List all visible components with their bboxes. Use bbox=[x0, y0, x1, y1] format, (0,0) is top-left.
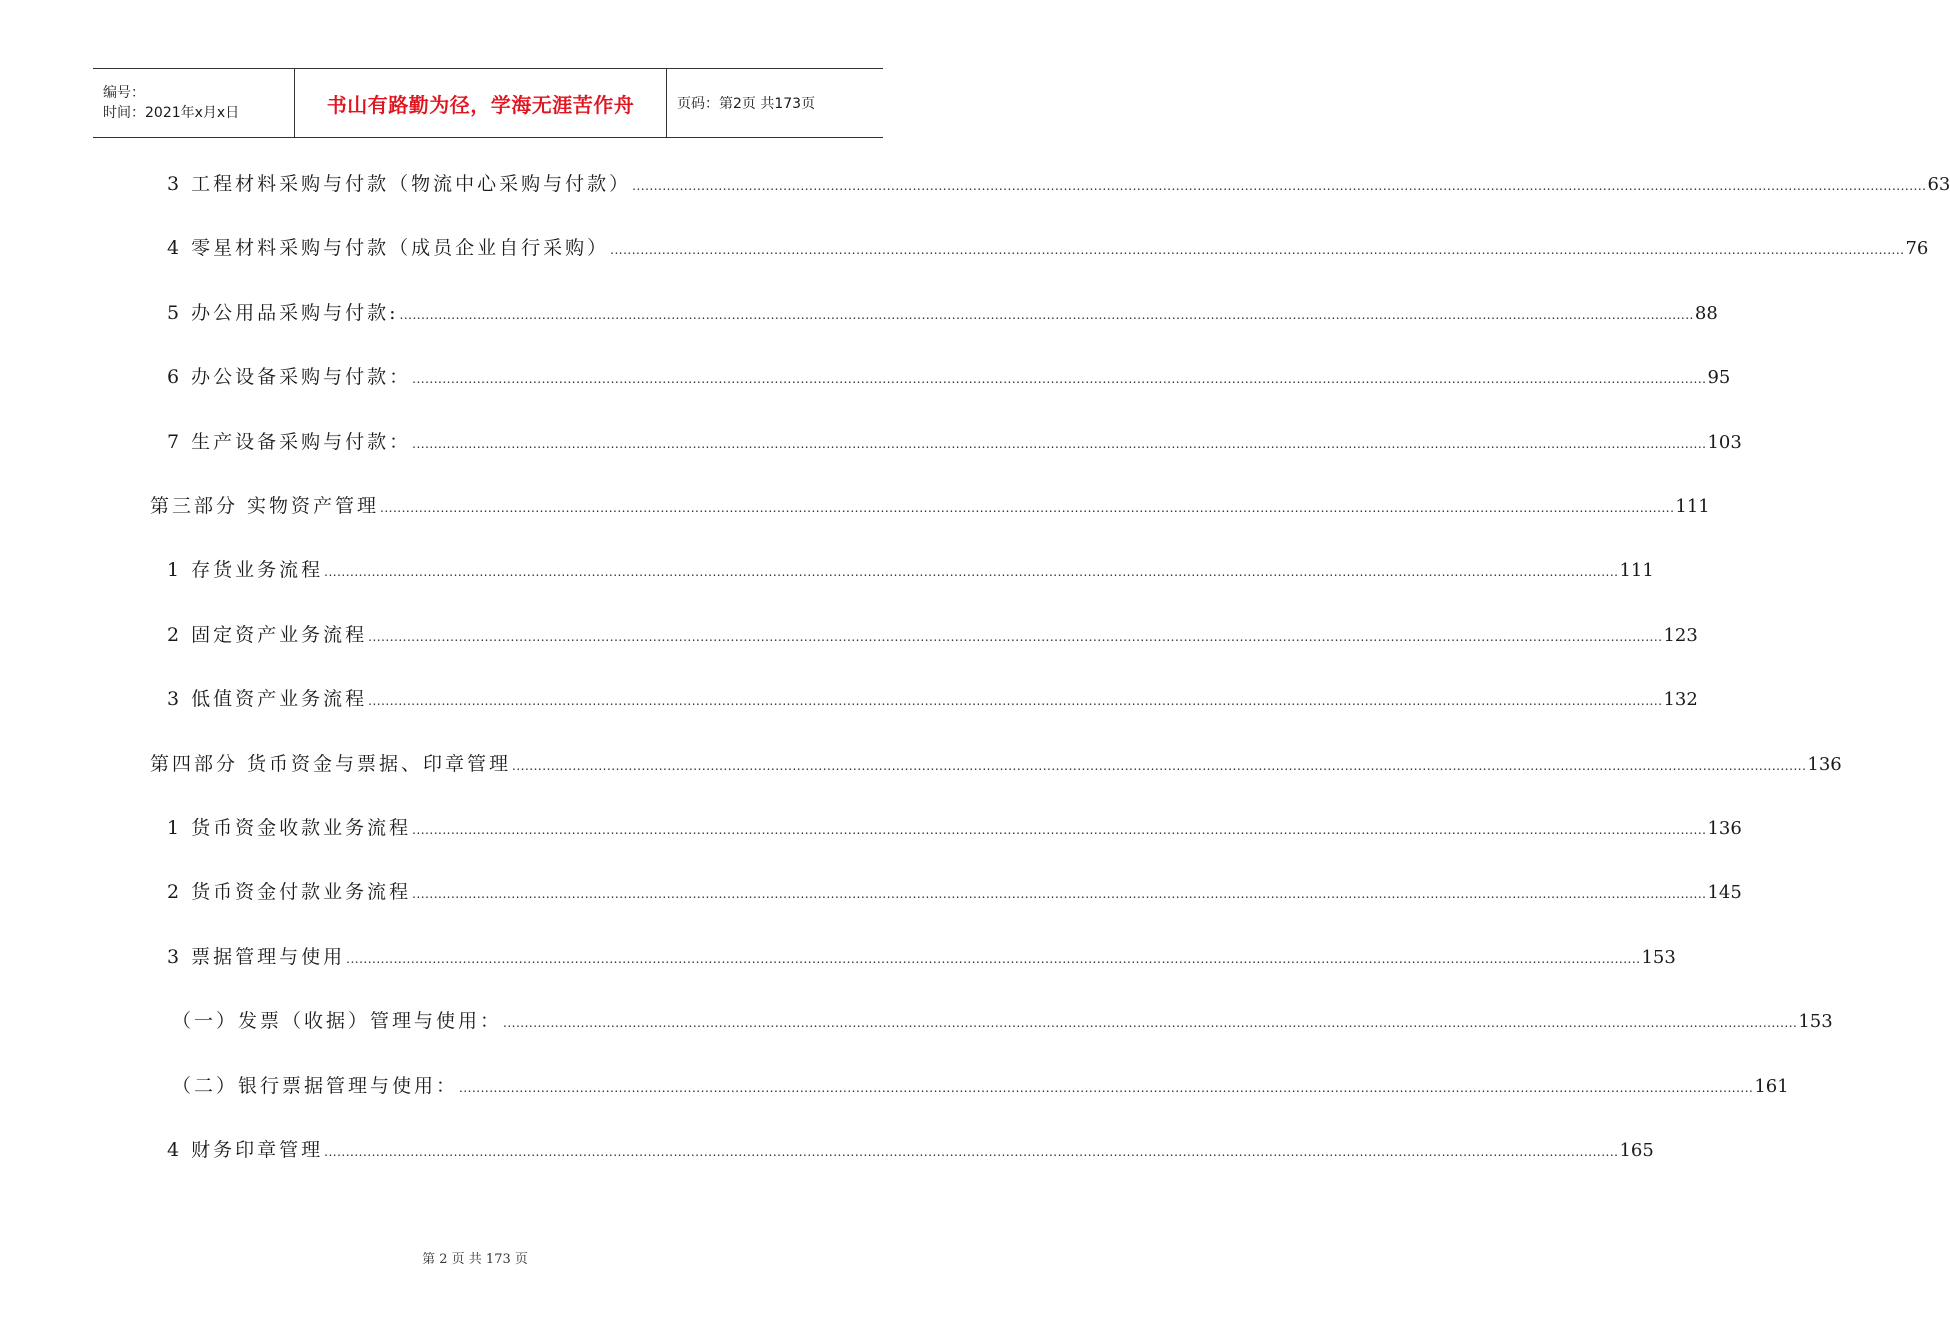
toc-entry[interactable] bbox=[150, 752, 1842, 778]
header-motto: 书山有路勤为径，学海无涯苦作舟 bbox=[326, 92, 635, 117]
toc-entry-label: （一）发票（收据）管理与使用： bbox=[172, 1010, 503, 1033]
document-time-label: 时间：2021年x月x日 bbox=[103, 105, 240, 121]
toc-entry-page: 103 bbox=[1707, 431, 1742, 453]
footer-page-text: 第 2 页 共 173 页 bbox=[422, 1252, 528, 1267]
toc-entry-label: 第三部分 实物资产管理 bbox=[150, 495, 380, 517]
page-footer bbox=[0, 1248, 950, 1267]
toc-entry-page: 123 bbox=[1663, 624, 1698, 646]
toc-leader-dots: ............................................................................................................................................................................................................................................................................................................ bbox=[380, 501, 1675, 515]
toc-entry[interactable] bbox=[167, 1138, 1654, 1164]
toc-entry-label: 第四部分 货币资金与票据、印章管理 bbox=[150, 752, 512, 775]
toc-leader-dots: ............................................................................................................................................................................................................................................................................................................ bbox=[368, 694, 1663, 709]
toc-leader-dots: ............................................................................................................................................................................................................................................................................................................ bbox=[412, 372, 1707, 387]
toc-leader-dots: ............................................................................................................................................................................................................................................................................................................ bbox=[399, 307, 1694, 322]
toc-entry-page: 145 bbox=[1707, 882, 1742, 904]
toc-leader-dots: ............................................................................................................................................................................................................................................................................................................ bbox=[459, 1080, 1754, 1095]
toc-entry-label: 2 货币资金付款业务流程 bbox=[167, 881, 412, 904]
toc-entry-page: 165 bbox=[1619, 1140, 1654, 1161]
toc-leader-dots: ............................................................................................................................................................................................................................................................................................................ bbox=[412, 823, 1707, 837]
toc-leader-dots: ............................................................................................................................................................................................................................................................................................................ bbox=[503, 1016, 1798, 1031]
toc-entry-page: 153 bbox=[1641, 946, 1676, 968]
toc-entry[interactable] bbox=[172, 1009, 1833, 1035]
toc-leader-dots: ............................................................................................................................................................................................................................................................................................................ bbox=[324, 1145, 1619, 1159]
toc-entry-label: 3 低值资产业务流程 bbox=[167, 688, 368, 711]
document-number-label: 编号： bbox=[103, 85, 145, 101]
toc-entry[interactable] bbox=[150, 494, 1710, 520]
toc-entry[interactable] bbox=[167, 687, 1698, 713]
toc-entry-page: 111 bbox=[1675, 496, 1710, 517]
toc-leader-dots: ............................................................................................................................................................................................................................................................................................................ bbox=[412, 436, 1707, 451]
toc-entry[interactable] bbox=[167, 816, 1742, 842]
toc-entry-label: 3 工程材料采购与付款（物流中心采购与付款） bbox=[167, 173, 632, 195]
toc-entry-page: 63 bbox=[1927, 174, 1950, 195]
toc-leader-dots: ............................................................................................................................................................................................................................................................................................................ bbox=[610, 243, 1905, 258]
toc-entry-label: （二）银行票据管理与使用： bbox=[172, 1074, 459, 1097]
header-page-cell bbox=[667, 69, 883, 137]
page-header bbox=[93, 68, 883, 138]
toc-entry-page: 111 bbox=[1619, 560, 1654, 582]
toc-entry-label: 7 生产设备采购与付款： bbox=[167, 430, 412, 453]
toc-entry-label: 4 财务印章管理 bbox=[167, 1139, 324, 1161]
toc-leader-dots: ............................................................................................................................................................................................................................................................................................................ bbox=[368, 629, 1663, 644]
header-page-number: 页码：第2页 共173页 bbox=[677, 96, 816, 112]
toc-entry-page: 153 bbox=[1798, 1011, 1833, 1033]
toc-entry[interactable] bbox=[167, 945, 1676, 971]
toc-entry-page: 88 bbox=[1694, 302, 1718, 324]
toc-entry-label: 1 存货业务流程 bbox=[167, 559, 324, 582]
toc-entry[interactable] bbox=[167, 172, 1950, 198]
toc-entry-page: 95 bbox=[1707, 367, 1731, 389]
toc-entry[interactable] bbox=[167, 880, 1742, 906]
toc-entry-label: 3 票据管理与使用 bbox=[167, 945, 346, 968]
header-info-cell bbox=[93, 69, 295, 137]
toc-entry-page: 76 bbox=[1905, 238, 1929, 260]
toc-entry[interactable] bbox=[167, 365, 1731, 391]
toc-entry-page: 136 bbox=[1707, 818, 1742, 839]
toc-entry-page: 161 bbox=[1754, 1075, 1789, 1097]
toc-entry-label: 6 办公设备采购与付款： bbox=[167, 366, 412, 389]
toc-entry-page: 136 bbox=[1807, 753, 1842, 775]
toc-entry-label: 1 货币资金收款业务流程 bbox=[167, 817, 412, 839]
toc-leader-dots: ............................................................................................................................................................................................................................................................................................................ bbox=[324, 565, 1619, 580]
toc-entry-page: 132 bbox=[1663, 689, 1698, 711]
toc-leader-dots: ............................................................................................................................................................................................................................................................................................................ bbox=[346, 951, 1641, 966]
toc-leader-dots: ............................................................................................................................................................................................................................................................................................................ bbox=[632, 179, 1927, 193]
toc-entry-label: 4 零星材料采购与付款（成员企业自行采购） bbox=[167, 237, 610, 260]
toc-entry[interactable] bbox=[167, 301, 1718, 327]
toc-entry[interactable] bbox=[167, 623, 1698, 649]
toc-entry[interactable] bbox=[172, 1074, 1789, 1100]
toc-entry[interactable] bbox=[167, 430, 1742, 456]
toc-entry-label: 5 办公用品采购与付款: bbox=[167, 301, 399, 324]
toc-entry-label: 2 固定资产业务流程 bbox=[167, 623, 368, 646]
toc-entry[interactable] bbox=[167, 236, 1929, 262]
toc-leader-dots: ............................................................................................................................................................................................................................................................................................................ bbox=[412, 887, 1707, 902]
toc-entry[interactable] bbox=[167, 558, 1654, 584]
header-motto-cell bbox=[295, 69, 667, 137]
toc-leader-dots: ............................................................................................................................................................................................................................................................................................................ bbox=[512, 758, 1807, 773]
